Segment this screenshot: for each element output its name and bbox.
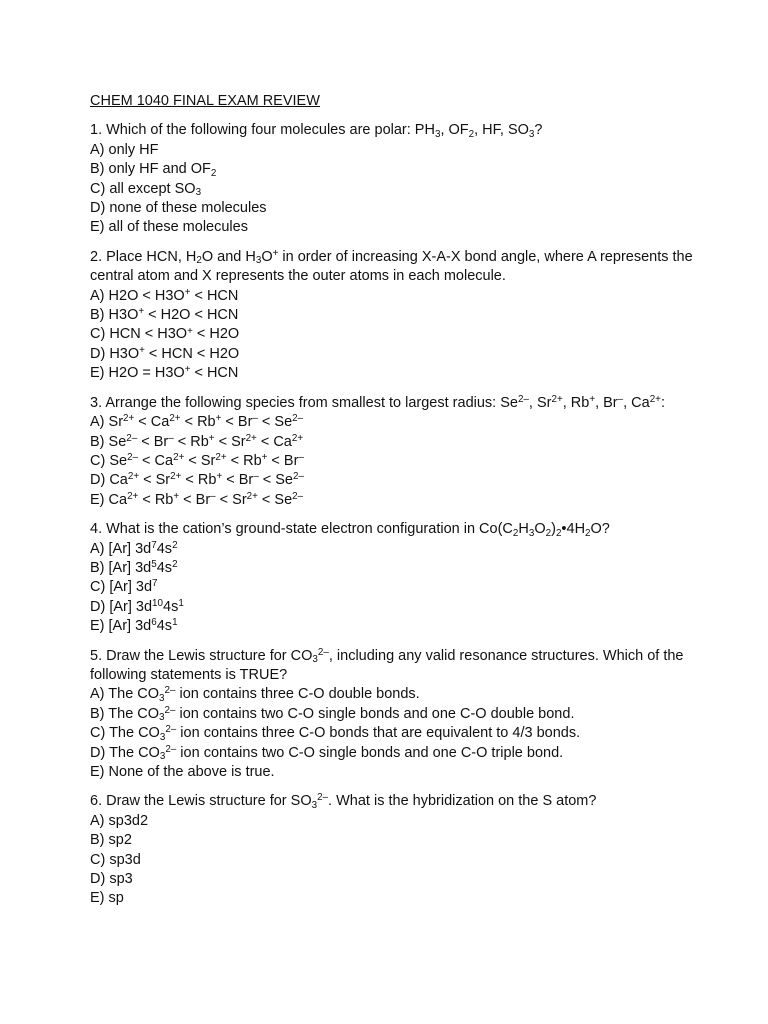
answer-option: B) only HF and $OF_2$ — [90, 161, 217, 179]
question-text: 1. Which of the following four molecules are polar: $PH_3$, $OF_2$, HF, $SO_3$? — [90, 122, 543, 140]
answer-option: C) The $CO_3^{2-}$ ion contains three C-O bonds that are equivalent to 4/3 bonds. — [90, 724, 581, 743]
answer-option: E) $Ca^{2+} < Rb^+ < Br^- < Sr^{2+} < Se^{2-}$ — [90, 490, 304, 508]
question-5 — [90, 647, 710, 783]
answer-option: B) $Se^{2-} < Br^- < Rb^+ < Sr^{2+} < Ca^{2+}$ — [90, 432, 304, 450]
answer-option: A) The $CO_3^{2-}$ ion contains three C-O double bonds. — [90, 685, 420, 704]
answer-option: D) [Ar] $3d^{10}4s^1$ — [90, 597, 184, 615]
answer-option: D) none of these molecules — [90, 200, 267, 217]
answer-option: B) [Ar] $3d^54s^2$ — [90, 559, 178, 576]
exam-document — [90, 92, 710, 919]
answer-option: E) H2O = H3O+ < HCN — [90, 364, 239, 382]
answer-option: D) $Ca^{2+} < Sr^{2+} < Rb^+ < Br^- < Se^{2-}$ — [90, 471, 304, 489]
question-text: 2. Place HCN, $H_2O$ and $H_3O^+$ in order of increasing X-A-X bond angle, where A represents the central atom and X represents the outer atoms in each molecule. — [90, 247, 697, 285]
question-text: 5. Draw the Lewis structure for $CO_3^{2-}$, including any valid resonance structures. Which of the following statements is TRUE? — [90, 646, 688, 683]
answer-option: C) [Ar] $3d^7$ — [90, 578, 158, 596]
question-6 — [90, 792, 710, 908]
question-text: 4. What is the cation’s ground-state electron configuration in $Co(C_2H_3O_2)_2•4H_2O$? — [90, 521, 610, 539]
document-title: CHEM 1040 FINAL EXAM REVIEW — [90, 93, 320, 109]
answer-option: C) HCN < H3O+ < H2O — [90, 325, 240, 343]
question-text: 3. Arrange the following species from smallest to largest radius: $Se^{2-}$, $Sr^{2+}$, Rb+, Br–, $Ca^{2+}$: — [90, 393, 665, 411]
answer-option: A) $Sr^{2+} < Ca^{2+} < Rb^+ < Br^- < Se^{2-}$ — [90, 413, 304, 431]
answer-option: C) $Se^{2-} < Ca^{2+} < Sr^{2+} < Rb^+ < Br^-$ — [90, 451, 304, 469]
answer-option: B) The $CO_3^{2-}$ ion contains two C-O single bonds and one C-O double bond. — [90, 704, 575, 724]
question-text: 6. Draw the Lewis structure for $SO_3^{2-}$. What is the hybridization on the S atom? — [90, 792, 597, 811]
answer-option: E) all of these molecules — [90, 219, 248, 236]
answer-option: A) only HF — [90, 141, 159, 158]
answer-option: A) sp3d2 — [90, 812, 149, 829]
question-1 — [90, 121, 710, 237]
answer-option: E) None of the above is true. — [90, 764, 275, 780]
answer-option: D) H3O+ < HCN < H2O — [90, 344, 240, 362]
question-4 — [90, 520, 710, 636]
question-2 — [90, 248, 710, 384]
answer-option: C) sp3d — [90, 851, 141, 868]
answer-option: E) sp — [90, 890, 124, 907]
answer-option: B) H3O+ < H2O < HCN — [90, 306, 239, 324]
answer-option: B) sp2 — [90, 832, 132, 849]
answer-option: D) The $CO_3^{2-}$ ion contains two C-O single bonds and one C-O triple bond. — [90, 743, 564, 763]
answer-option: C) all except $SO_3$ — [90, 180, 202, 199]
answer-option: E) [Ar] $3d^64s^1$ — [90, 617, 178, 635]
answer-option: A) [Ar] $3d^74s^2$ — [90, 539, 178, 557]
answer-option: A) H2O < H3O+ < HCN — [90, 286, 239, 304]
answer-option: D) sp3 — [90, 871, 133, 888]
question-3 — [90, 394, 710, 510]
